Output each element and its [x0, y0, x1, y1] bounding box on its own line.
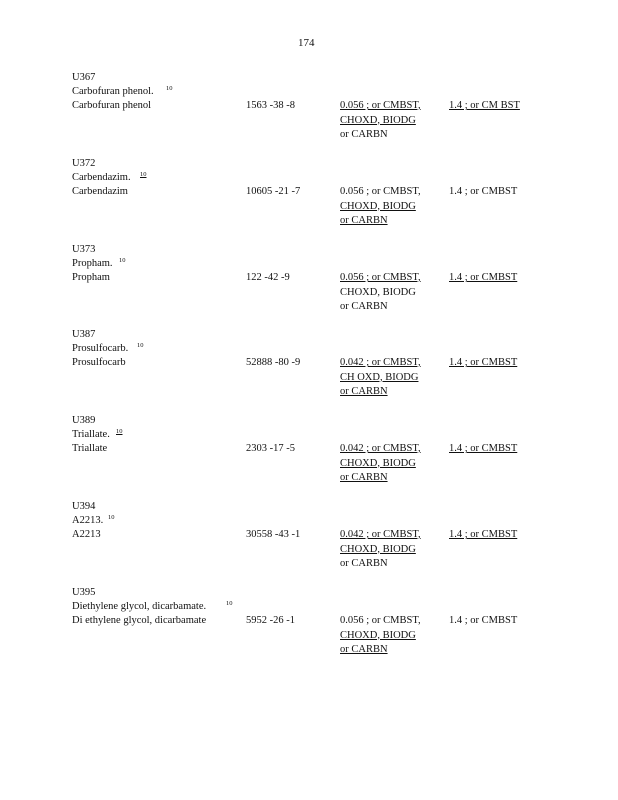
- footnote-marker: 10: [119, 257, 126, 264]
- standard-line: or CARBN: [340, 215, 388, 226]
- chemical-name: Diethylene glycol, dicarbamate.: [72, 601, 207, 612]
- standard-line: CHOXD, BIODG: [340, 114, 416, 126]
- wastewater-standard: [340, 356, 440, 400]
- standard-line: CHOXD, BIODG: [340, 200, 416, 212]
- standard-line: or CARBN: [340, 129, 388, 140]
- chemical-name: A2213.: [72, 515, 104, 526]
- wastewater-standard: [340, 614, 440, 658]
- standard-line: CHOXD, BIODG: [340, 629, 416, 641]
- waste-entry: [72, 500, 592, 586]
- waste-entry: [72, 157, 592, 243]
- cas-number: 30558 -43 -1: [246, 529, 301, 540]
- standard-line: 0.042 ; or CMBST,: [340, 443, 421, 454]
- cas-number: 122 -42 -9: [246, 272, 290, 283]
- chemical-name-repeat: Prosulfocarb: [72, 357, 126, 368]
- chemical-name-repeat: Triallate: [72, 443, 108, 454]
- footnote-marker: 10: [166, 85, 173, 92]
- footnote-marker: 10: [137, 342, 144, 349]
- standard-line: or CARBN: [340, 472, 388, 483]
- chemical-name-repeat: Carbofuran phenol: [72, 100, 152, 111]
- chemical-name: Triallate.: [72, 429, 110, 440]
- standard-line: or CARBN: [340, 644, 388, 655]
- waste-entry: [72, 243, 592, 329]
- chemical-name-repeat: Di ethylene glycol, dicarbamate: [72, 615, 207, 626]
- cas-number: 1563 -38 -8: [246, 100, 295, 111]
- nonwastewater-standard: 1.4 ; or CMBST: [449, 272, 518, 283]
- standard-line: or CARBN: [340, 386, 388, 397]
- waste-entry: [72, 586, 592, 672]
- chemical-name-repeat: Carbendazim: [72, 186, 128, 197]
- footnote-marker: 10: [116, 428, 123, 435]
- wastewater-standard: [340, 99, 440, 143]
- waste-code: U372: [72, 158, 96, 169]
- waste-code: U367: [72, 72, 96, 83]
- nonwastewater-standard: 1.4 ; or CMBST: [449, 186, 518, 197]
- nonwastewater-standard: 1.4 ; or CMBST: [449, 529, 518, 540]
- waste-entry: [72, 414, 592, 500]
- waste-code: U387: [72, 329, 96, 340]
- standard-line: 0.042 ; or CMBST,: [340, 529, 421, 540]
- footnote-marker: 10: [226, 600, 233, 607]
- chemical-name: Prosulfocarb.: [72, 343, 129, 354]
- waste-code: U394: [72, 501, 96, 512]
- page-number: 174: [298, 37, 315, 49]
- waste-entry: [72, 71, 592, 157]
- nonwastewater-standard: 1.4 ; or CMBST: [449, 615, 518, 626]
- nonwastewater-standard: 1.4 ; or CM BST: [449, 100, 520, 111]
- wastewater-standard: [340, 271, 440, 315]
- standard-line: 0.056 ; or CMBST,: [340, 272, 421, 283]
- standard-line: 0.056 ; or CMBST,: [340, 615, 421, 626]
- standard-line: 0.042 ; or CMBST,: [340, 357, 421, 368]
- standard-line: CHOXD, BIODG: [340, 286, 416, 298]
- waste-entry: [72, 328, 592, 414]
- nonwastewater-standard: 1.4 ; or CMBST: [449, 443, 518, 454]
- standard-line: CHOXD, BIODG: [340, 543, 416, 555]
- waste-code: U373: [72, 244, 96, 255]
- waste-code: U389: [72, 415, 96, 426]
- standard-line: or CARBN: [340, 301, 388, 312]
- nonwastewater-standard: 1.4 ; or CMBST: [449, 357, 518, 368]
- wastewater-standard: [340, 528, 440, 572]
- chemical-name: Carbofuran phenol.: [72, 86, 154, 97]
- wastewater-standard: [340, 442, 440, 486]
- standard-line: or CARBN: [340, 558, 388, 569]
- chemical-name-repeat: Propham: [72, 272, 110, 283]
- footnote-marker: 10: [108, 514, 115, 521]
- cas-number: 2303 -17 -5: [246, 443, 295, 454]
- cas-number: 52888 -80 -9: [246, 357, 301, 368]
- footnote-marker: 10: [140, 171, 147, 178]
- standard-line: 0.056 ; or CMBST,: [340, 100, 421, 111]
- standard-line: 0.056 ; or CMBST,: [340, 186, 421, 197]
- standard-line: CH OXD, BIODG: [340, 371, 419, 383]
- standard-line: CHOXD, BIODG: [340, 457, 416, 469]
- cas-number: 10605 -21 -7: [246, 186, 301, 197]
- wastewater-standard: [340, 185, 440, 229]
- waste-code: U395: [72, 587, 96, 598]
- chemical-name: Carbendazim.: [72, 172, 131, 183]
- cas-number: 5952 -26 -1: [246, 615, 295, 626]
- chemical-name-repeat: A2213: [72, 529, 101, 540]
- chemical-name: Propham.: [72, 258, 113, 269]
